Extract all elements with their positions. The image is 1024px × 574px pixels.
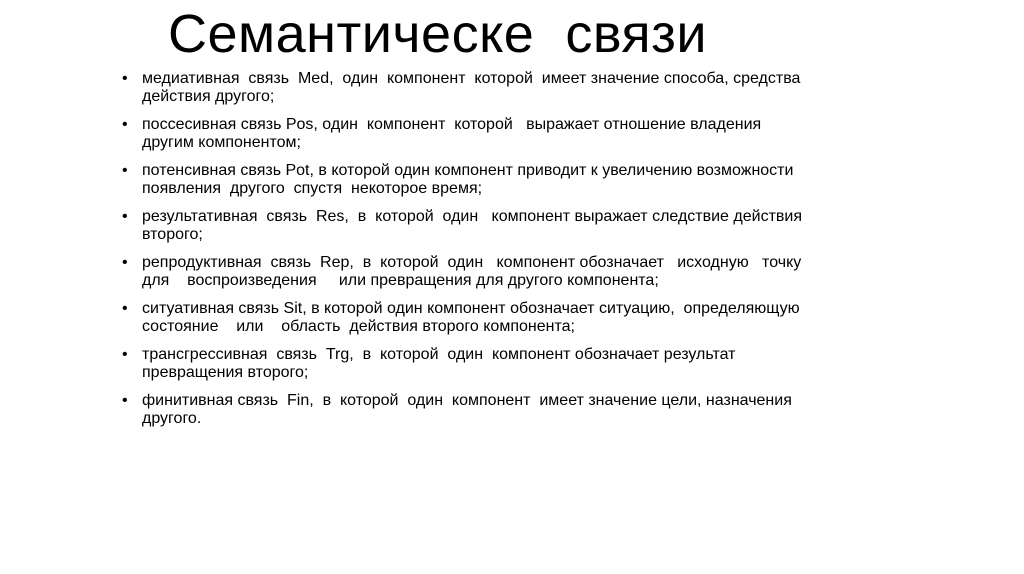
bullet-text-line: появления другого спустя некоторое время; [142,180,483,197]
bullet-text-line: для воспроизведения или превращения для другого компонента; [142,272,659,289]
bullet-text-line: другим компонентом; [142,134,301,151]
bullet-text-line: медиативная связь Med, один компонент которой имеет значение способа, средства [142,70,801,87]
bullet-text-line: превращения второго; [142,364,309,381]
bullet-text-line: ситуативная связь Sit, в которой один компонент обозначает ситуацию, определяющую [142,300,800,317]
bullet-text-line: результативная связь Res, в которой один компонент выражает следствие действия [142,208,802,225]
list-item [118,254,898,290]
slide-title: Семантическе связи [168,4,708,64]
bullet-text-line: финитивная связь Fin, в которой один компонент имеет значение цели, назначения [142,392,792,409]
bullet-icon: • [122,254,128,271]
bullet-text-line: действия другого; [142,88,275,105]
list-item [118,162,898,198]
list-item [118,392,898,428]
bullet-icon: • [122,392,128,409]
bullet-list [118,70,898,438]
list-item [118,116,898,152]
bullet-text-line: поссесивная связь Pos, один компонент которой выражает отношение владения [142,116,762,133]
list-item [118,346,898,382]
bullet-text-line: репродуктивная связь Rep, в которой один компонент обозначает исходную точку [142,254,802,271]
bullet-icon: • [122,162,128,179]
bullet-text-line: второго; [142,226,203,243]
list-item [118,70,898,106]
bullet-icon: • [122,208,128,225]
bullet-icon: • [122,300,128,317]
list-item [118,208,898,244]
bullet-text-line: другого. [142,410,202,427]
bullet-icon: • [122,116,128,133]
bullet-text-line: трансгрессивная связь Trg, в которой один компонент обозначает результат [142,346,736,363]
bullet-text-line: состояние или область действия второго компонента; [142,318,575,335]
bullet-text-line: потенсивная связь Pot, в которой один компонент приводит к увеличению возможности [142,162,794,179]
bullet-icon: • [122,70,128,87]
list-item [118,300,898,336]
bullet-icon: • [122,346,128,363]
